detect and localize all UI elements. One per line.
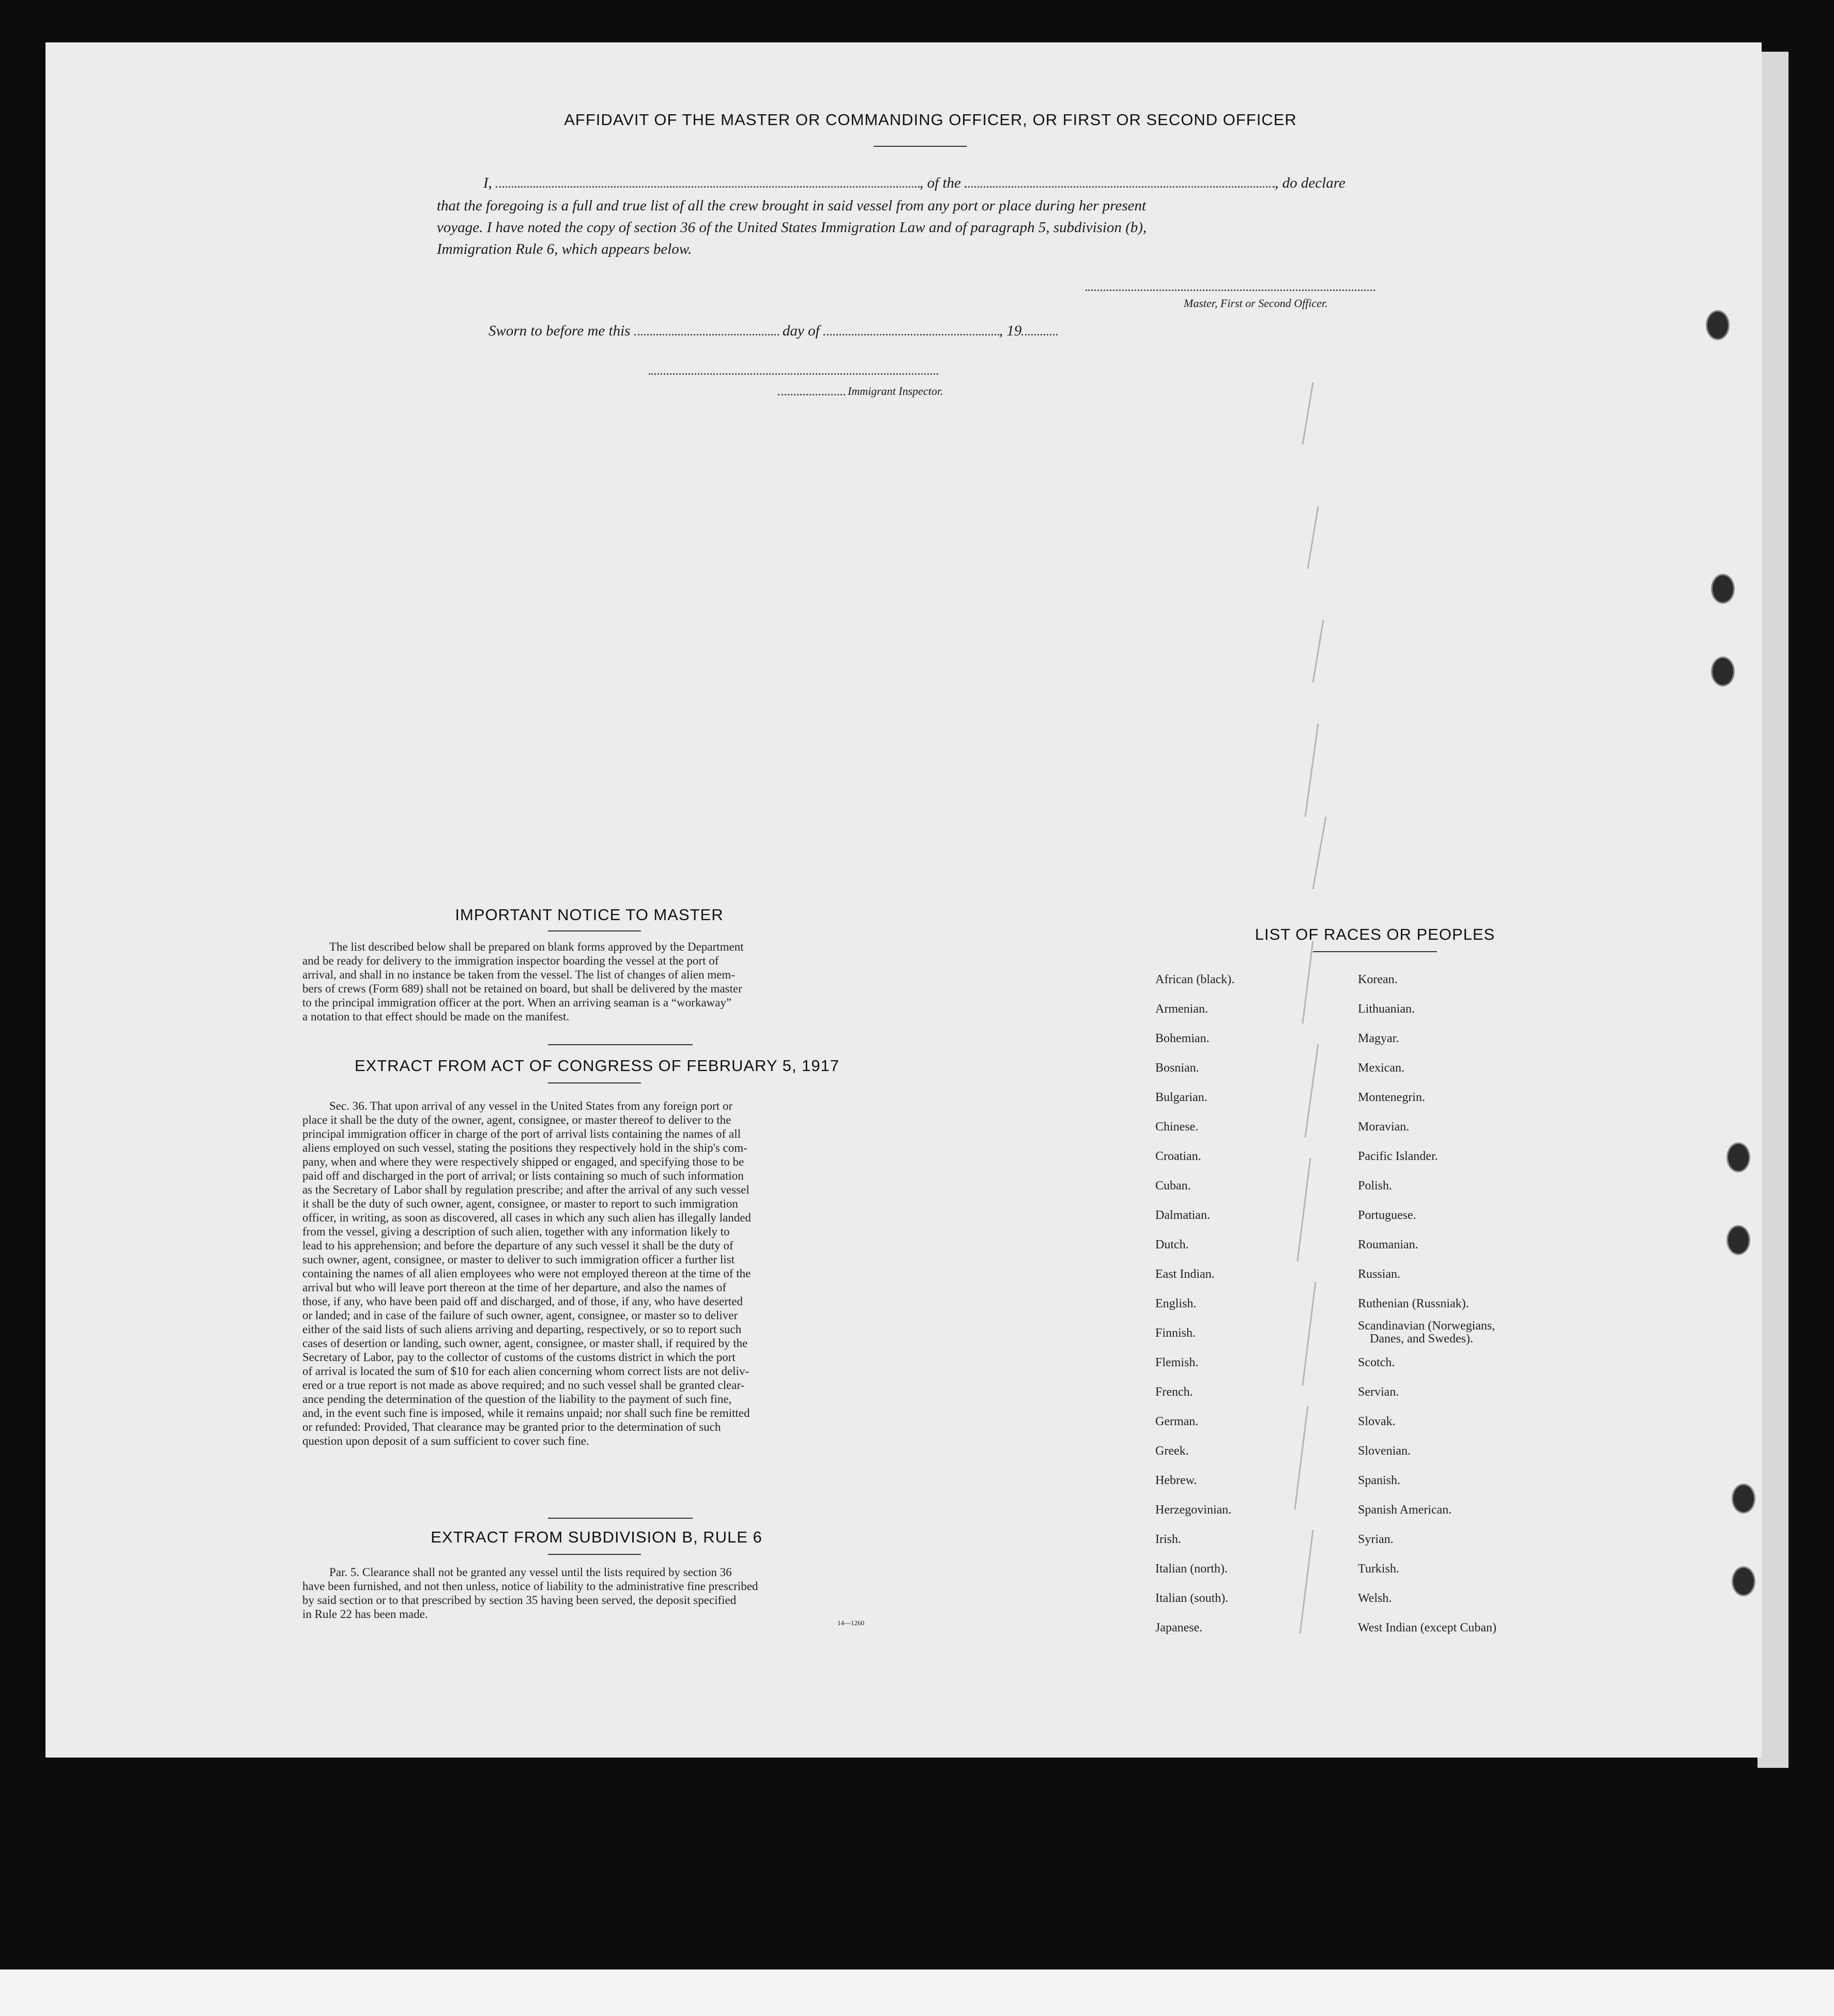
- act-line: pany, when and where they were respectively shipped or engaged, and specifying those to be: [302, 1155, 744, 1168]
- binder-hole: [1711, 574, 1735, 604]
- race-left: Dalmatian.: [1155, 1209, 1210, 1222]
- race-right: West Indian (except Cuban): [1358, 1621, 1496, 1635]
- act-line: officer, in writing, as soon as discovered, all cases in which any such alien has illegally landed: [302, 1211, 751, 1224]
- race-right: Ruthenian (Russniak).: [1358, 1297, 1469, 1310]
- race-right: Slovak.: [1358, 1415, 1396, 1428]
- binder-hole: [1732, 1484, 1755, 1514]
- rule6-underline: [548, 1554, 641, 1555]
- act-title: EXTRACT FROM ACT OF CONGRESS OF FEBRUARY 5, 1917: [354, 1057, 840, 1075]
- document-page: [45, 42, 1762, 1758]
- binder-hole: [1711, 656, 1735, 686]
- act-line: containing the names of all alien employees who were not employed thereon at the time of the: [302, 1267, 751, 1280]
- race-left: Herzegovinian.: [1155, 1503, 1232, 1517]
- race-left: Italian (north).: [1155, 1562, 1228, 1576]
- act-line: ance pending the determination of the question of the liability to the payment of such fine,: [302, 1393, 732, 1406]
- affidavit-line3: voyage. I have noted the copy of section 36 of the United States Immigration Law and of paragraph 5, subdivision (b),: [437, 219, 1147, 236]
- scan-margin: [0, 1969, 1834, 2016]
- race-left: Bulgarian.: [1155, 1091, 1208, 1104]
- affidavit-declare: , do declare: [1275, 175, 1346, 191]
- race-right: Lithuanian.: [1358, 1002, 1415, 1016]
- act-line: arrival but who will leave port thereon at the time of her departure, and also the names of: [302, 1281, 727, 1294]
- title-underline: [874, 146, 967, 147]
- act-line: and, in the event such fine is imposed, while it remains unpaid; nor shall such fine be remitted: [302, 1407, 750, 1419]
- inspector-signature-blank[interactable]: [649, 373, 938, 375]
- race-right: Spanish.: [1358, 1474, 1401, 1487]
- month-blank[interactable]: [823, 334, 999, 335]
- race-left: Flemish.: [1155, 1356, 1199, 1369]
- notice-line: a notation to that effect should be made on the manifest.: [302, 1010, 570, 1023]
- race-left: French.: [1155, 1385, 1193, 1399]
- race-left: German.: [1155, 1415, 1199, 1428]
- race-right: Russian.: [1358, 1267, 1401, 1281]
- race-left: Chinese.: [1155, 1120, 1199, 1134]
- inspector-caption: Immigrant Inspector.: [848, 385, 943, 398]
- rule6-text: [302, 1565, 885, 1621]
- act-line: paid off and discharged in the port of arrival; or lists containing so much of such information: [302, 1169, 744, 1182]
- notice-line: bers of crews (Form 689) shall not be retained on board, but shall be delivered by the master: [302, 982, 742, 995]
- notice-text: [302, 940, 885, 1024]
- race-right: Mexican.: [1358, 1061, 1404, 1075]
- act-line: as the Secretary of Labor shall by regulation prescribe; and after the arrival of any such vessel: [302, 1183, 750, 1196]
- rule6-line: Par. 5. Clearance shall not be granted any vessel until the lists required by section 36: [329, 1566, 732, 1579]
- race-left: Japanese.: [1155, 1621, 1203, 1635]
- act-line: lead to his apprehension; and before the departure of any such vessel it shall be the duty of: [302, 1239, 733, 1252]
- race-left: Finnish.: [1155, 1326, 1196, 1340]
- pencil-marks: [1282, 372, 1354, 1664]
- race-right: Moravian.: [1358, 1120, 1410, 1134]
- binder-hole: [1726, 1225, 1750, 1255]
- act-line: principal immigration officer in charge of the port of arrival lists containing the names of all: [302, 1127, 741, 1140]
- affidavit-line2: that the foregoing is a full and true list of all the crew brought in said vessel from any port or place during her present: [437, 197, 1147, 214]
- act-line: ered or a true report is not made as above required; and no such vessel shall be granted clear-: [302, 1379, 745, 1392]
- race-right: Portuguese.: [1358, 1209, 1416, 1222]
- race-right: Pacific Islander.: [1358, 1150, 1438, 1163]
- binder-hole: [1706, 310, 1730, 340]
- sworn-text: Sworn to before me this: [488, 323, 631, 339]
- affidavit-i: I,: [483, 175, 492, 191]
- race-left: Croatian.: [1155, 1150, 1201, 1163]
- notice-title: IMPORTANT NOTICE TO MASTER: [455, 906, 724, 924]
- act-line: from the vessel, giving a description of such alien, together with any information likely to: [302, 1225, 730, 1238]
- race-left: Armenian.: [1155, 1002, 1208, 1016]
- act-line: question upon deposit of a sum sufficient to cover such fine.: [302, 1434, 589, 1447]
- rule6-title: EXTRACT FROM SUBDIVISION B, RULE 6: [431, 1528, 762, 1546]
- race-right: Welsh.: [1358, 1592, 1392, 1605]
- affidavit-title: AFFIDAVIT OF THE MASTER OR COMMANDING OFFICER, OR FIRST OR SECOND OFFICER: [564, 111, 1297, 129]
- name-blank[interactable]: [496, 186, 920, 188]
- race-right: Roumanian.: [1358, 1238, 1418, 1251]
- signature-caption: Master, First or Second Officer.: [1184, 297, 1328, 310]
- race-right-cont: Danes, and Swedes).: [1370, 1332, 1473, 1346]
- race-left: Cuban.: [1155, 1179, 1191, 1193]
- rule6-line: have been furnished, and not then unless, notice of liability to the administrative fine prescribed: [302, 1580, 758, 1593]
- act-line: it shall be the duty of such owner, agent, consignee, or master to report to such immigration: [302, 1197, 738, 1210]
- act-line: or landed; and in case of the failure of such owner, agent, consignee, or master so to deliver: [302, 1309, 738, 1322]
- race-left: Greek.: [1155, 1444, 1189, 1458]
- affidavit-line1: [483, 175, 1346, 192]
- year-text: , 19: [999, 323, 1022, 339]
- signature-blank[interactable]: [1086, 289, 1375, 291]
- race-right: Syrian.: [1358, 1533, 1394, 1546]
- race-left: Bosnian.: [1155, 1061, 1199, 1075]
- act-underline: [548, 1082, 641, 1083]
- day-of-text: day of: [782, 323, 820, 339]
- races-title: LIST OF RACES OR PEOPLES: [1255, 925, 1495, 943]
- notice-line: to the principal immigration officer at the port. When an arriving seaman is a “workaway”: [302, 996, 732, 1009]
- notice-line: and be ready for delivery to the immigration inspector boarding the vessel at the port of: [302, 954, 719, 967]
- race-left: Hebrew.: [1155, 1474, 1197, 1487]
- rule6-line: by said section or to that prescribed by section 35 having been served, the deposit specified: [302, 1594, 737, 1607]
- form-number: 14—1260: [837, 1619, 864, 1627]
- act-line: either of the said lists of such aliens arriving and departing, respectively, or so to report such: [302, 1323, 742, 1336]
- affidavit-line4: Immigration Rule 6, which appears below.: [437, 241, 692, 257]
- year-blank[interactable]: [1021, 334, 1058, 335]
- race-right: Slovenian.: [1358, 1444, 1411, 1458]
- race-left: African (black).: [1155, 973, 1235, 986]
- race-right: Magyar.: [1358, 1032, 1399, 1045]
- race-right: Scotch.: [1358, 1356, 1395, 1369]
- affidavit-of-the: , of the: [920, 175, 961, 191]
- act-line: of arrival is located the sum of $10 for each alien concerning whom correct lists are not deliv-: [302, 1365, 750, 1378]
- race-right: Polish.: [1358, 1179, 1393, 1193]
- act-line: those, if any, who have been paid off and discharged, and of those, if any, who have deserted: [302, 1295, 743, 1308]
- race-right: Servian.: [1358, 1385, 1399, 1399]
- notice-underline: [548, 930, 641, 931]
- race-right: Scandinavian (Norwegians,: [1358, 1319, 1495, 1333]
- notice-line: arrival, and shall in no instance be taken from the vessel. The list of changes of alien mem-: [302, 968, 735, 981]
- inspector-dots: [778, 394, 845, 395]
- act-line: or refunded: Provided, That clearance may be granted prior to the determination of such: [302, 1421, 721, 1433]
- act-text: [302, 1099, 885, 1448]
- act-line: aliens employed on such vessel, stating the positions they respectively hold in the ship's com-: [302, 1141, 747, 1154]
- act-line: Sec. 36. That upon arrival of any vessel in the United States from any foreign port or: [329, 1099, 733, 1112]
- race-left: East Indian.: [1155, 1267, 1215, 1281]
- notice-line: The list described below shall be prepared on blank forms approved by the Department: [329, 940, 744, 953]
- act-line: cases of desertion or landing, such owner, agent, consignee, or master shall, if required by the: [302, 1337, 748, 1350]
- vessel-blank[interactable]: [965, 186, 1275, 188]
- section-divider: [548, 1518, 693, 1519]
- binder-hole: [1726, 1142, 1750, 1172]
- sworn-line: [488, 323, 1058, 340]
- race-right: Spanish American.: [1358, 1503, 1452, 1517]
- race-left: Bohemian.: [1155, 1032, 1210, 1045]
- section-divider: [548, 1044, 693, 1045]
- race-left: Dutch.: [1155, 1238, 1189, 1251]
- binder-hole: [1732, 1566, 1755, 1596]
- race-left: Irish.: [1155, 1533, 1181, 1546]
- race-right: Turkish.: [1358, 1562, 1399, 1576]
- race-right: Montenegrin.: [1358, 1091, 1425, 1104]
- act-line: such owner, agent, consignee, or master to deliver to such immigration officer a further list: [302, 1253, 735, 1266]
- race-left: English.: [1155, 1297, 1197, 1310]
- act-line: place it shall be the duty of the owner, agent, consignee, or master thereof to deliver to the: [302, 1113, 731, 1126]
- act-line: Secretary of Labor, pay to the collector of customs of the customs district in which the port: [302, 1351, 736, 1364]
- day-blank[interactable]: [634, 334, 779, 335]
- rule6-line: in Rule 22 has been made.: [302, 1608, 428, 1621]
- paper-edge: [1757, 52, 1789, 1768]
- race-right: Korean.: [1358, 973, 1398, 986]
- race-left: Italian (south).: [1155, 1592, 1229, 1605]
